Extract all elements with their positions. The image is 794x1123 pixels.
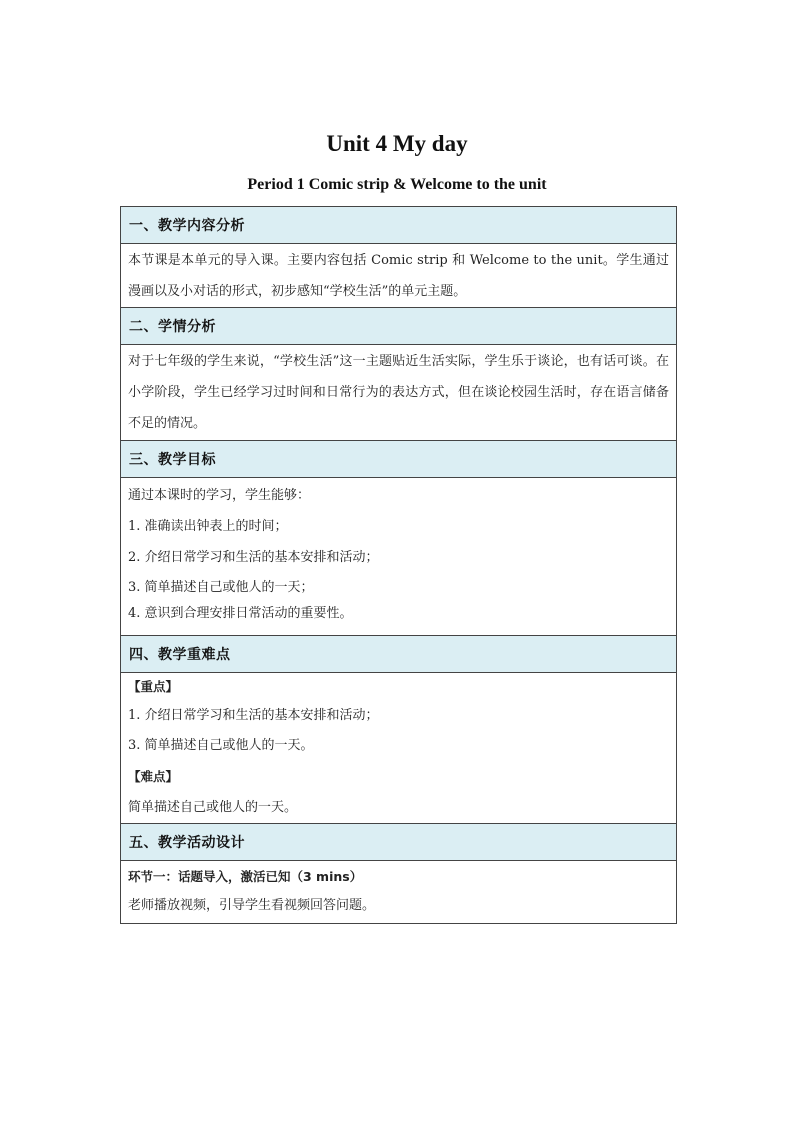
key-point-item: 3. 简单描述自己或他人的一天。 bbox=[128, 738, 314, 753]
key-points-label: 【重点】 bbox=[128, 679, 179, 694]
objective-item: 3. 简单描述自己或他人的一天； bbox=[128, 580, 314, 595]
section-header-content-analysis: 一、教学内容分析 bbox=[121, 207, 676, 244]
section-body-objectives bbox=[121, 478, 676, 636]
difficult-point-text: 简单描述自己或他人的一天。 bbox=[128, 800, 298, 815]
document-title: Unit 4 My day bbox=[326, 131, 468, 156]
activity-step-text: 老师播放视频，引导学生看视频回答问题。 bbox=[128, 898, 376, 913]
section-header-activities: 五、教学活动设计 bbox=[121, 824, 676, 861]
objectives-intro: 通过本课时的学习，学生能够： bbox=[128, 488, 311, 503]
content-analysis-text: 本节课是本单元的导入课。主要内容包括 Comic strip 和 Welcome to the unit。学生通过漫画以及小对话的形式，初步感知“学校生活”的单元主题。 bbox=[128, 253, 669, 299]
lesson-plan-table bbox=[120, 206, 677, 924]
student-analysis-text: 对于七年级的学生来说，“学校生活”这一主题贴近生活实际，学生乐于谈论，也有话可谈。在小学阶段，学生已经学习过时间和日常行为的表达方式，但在谈论校园生活时，存在语言储备不足的情况。 bbox=[128, 354, 669, 431]
section-header-objectives: 三、教学目标 bbox=[121, 441, 676, 478]
difficult-points-label: 【难点】 bbox=[128, 769, 179, 784]
section-body-key-points bbox=[121, 673, 676, 824]
objective-item: 4. 意识到合理安排日常活动的重要性。 bbox=[128, 606, 353, 621]
section-body-content-analysis bbox=[121, 244, 676, 308]
section-header-key-points: 四、教学重难点 bbox=[121, 636, 676, 673]
section-body-activities bbox=[121, 861, 676, 923]
activity-step-title: 环节一：话题导入，激活已知（3 mins） bbox=[128, 869, 363, 884]
section-body-student-analysis bbox=[121, 345, 676, 441]
document-subtitle: Period 1 Comic strip & Welcome to the unit bbox=[247, 176, 547, 193]
objective-item: 2. 介绍日常学习和生活的基本安排和活动； bbox=[128, 550, 379, 565]
section-header-student-analysis: 二、学情分析 bbox=[121, 308, 676, 345]
key-point-item: 1. 介绍日常学习和生活的基本安排和活动； bbox=[128, 708, 379, 723]
objective-item: 1. 准确读出钟表上的时间； bbox=[128, 519, 288, 534]
